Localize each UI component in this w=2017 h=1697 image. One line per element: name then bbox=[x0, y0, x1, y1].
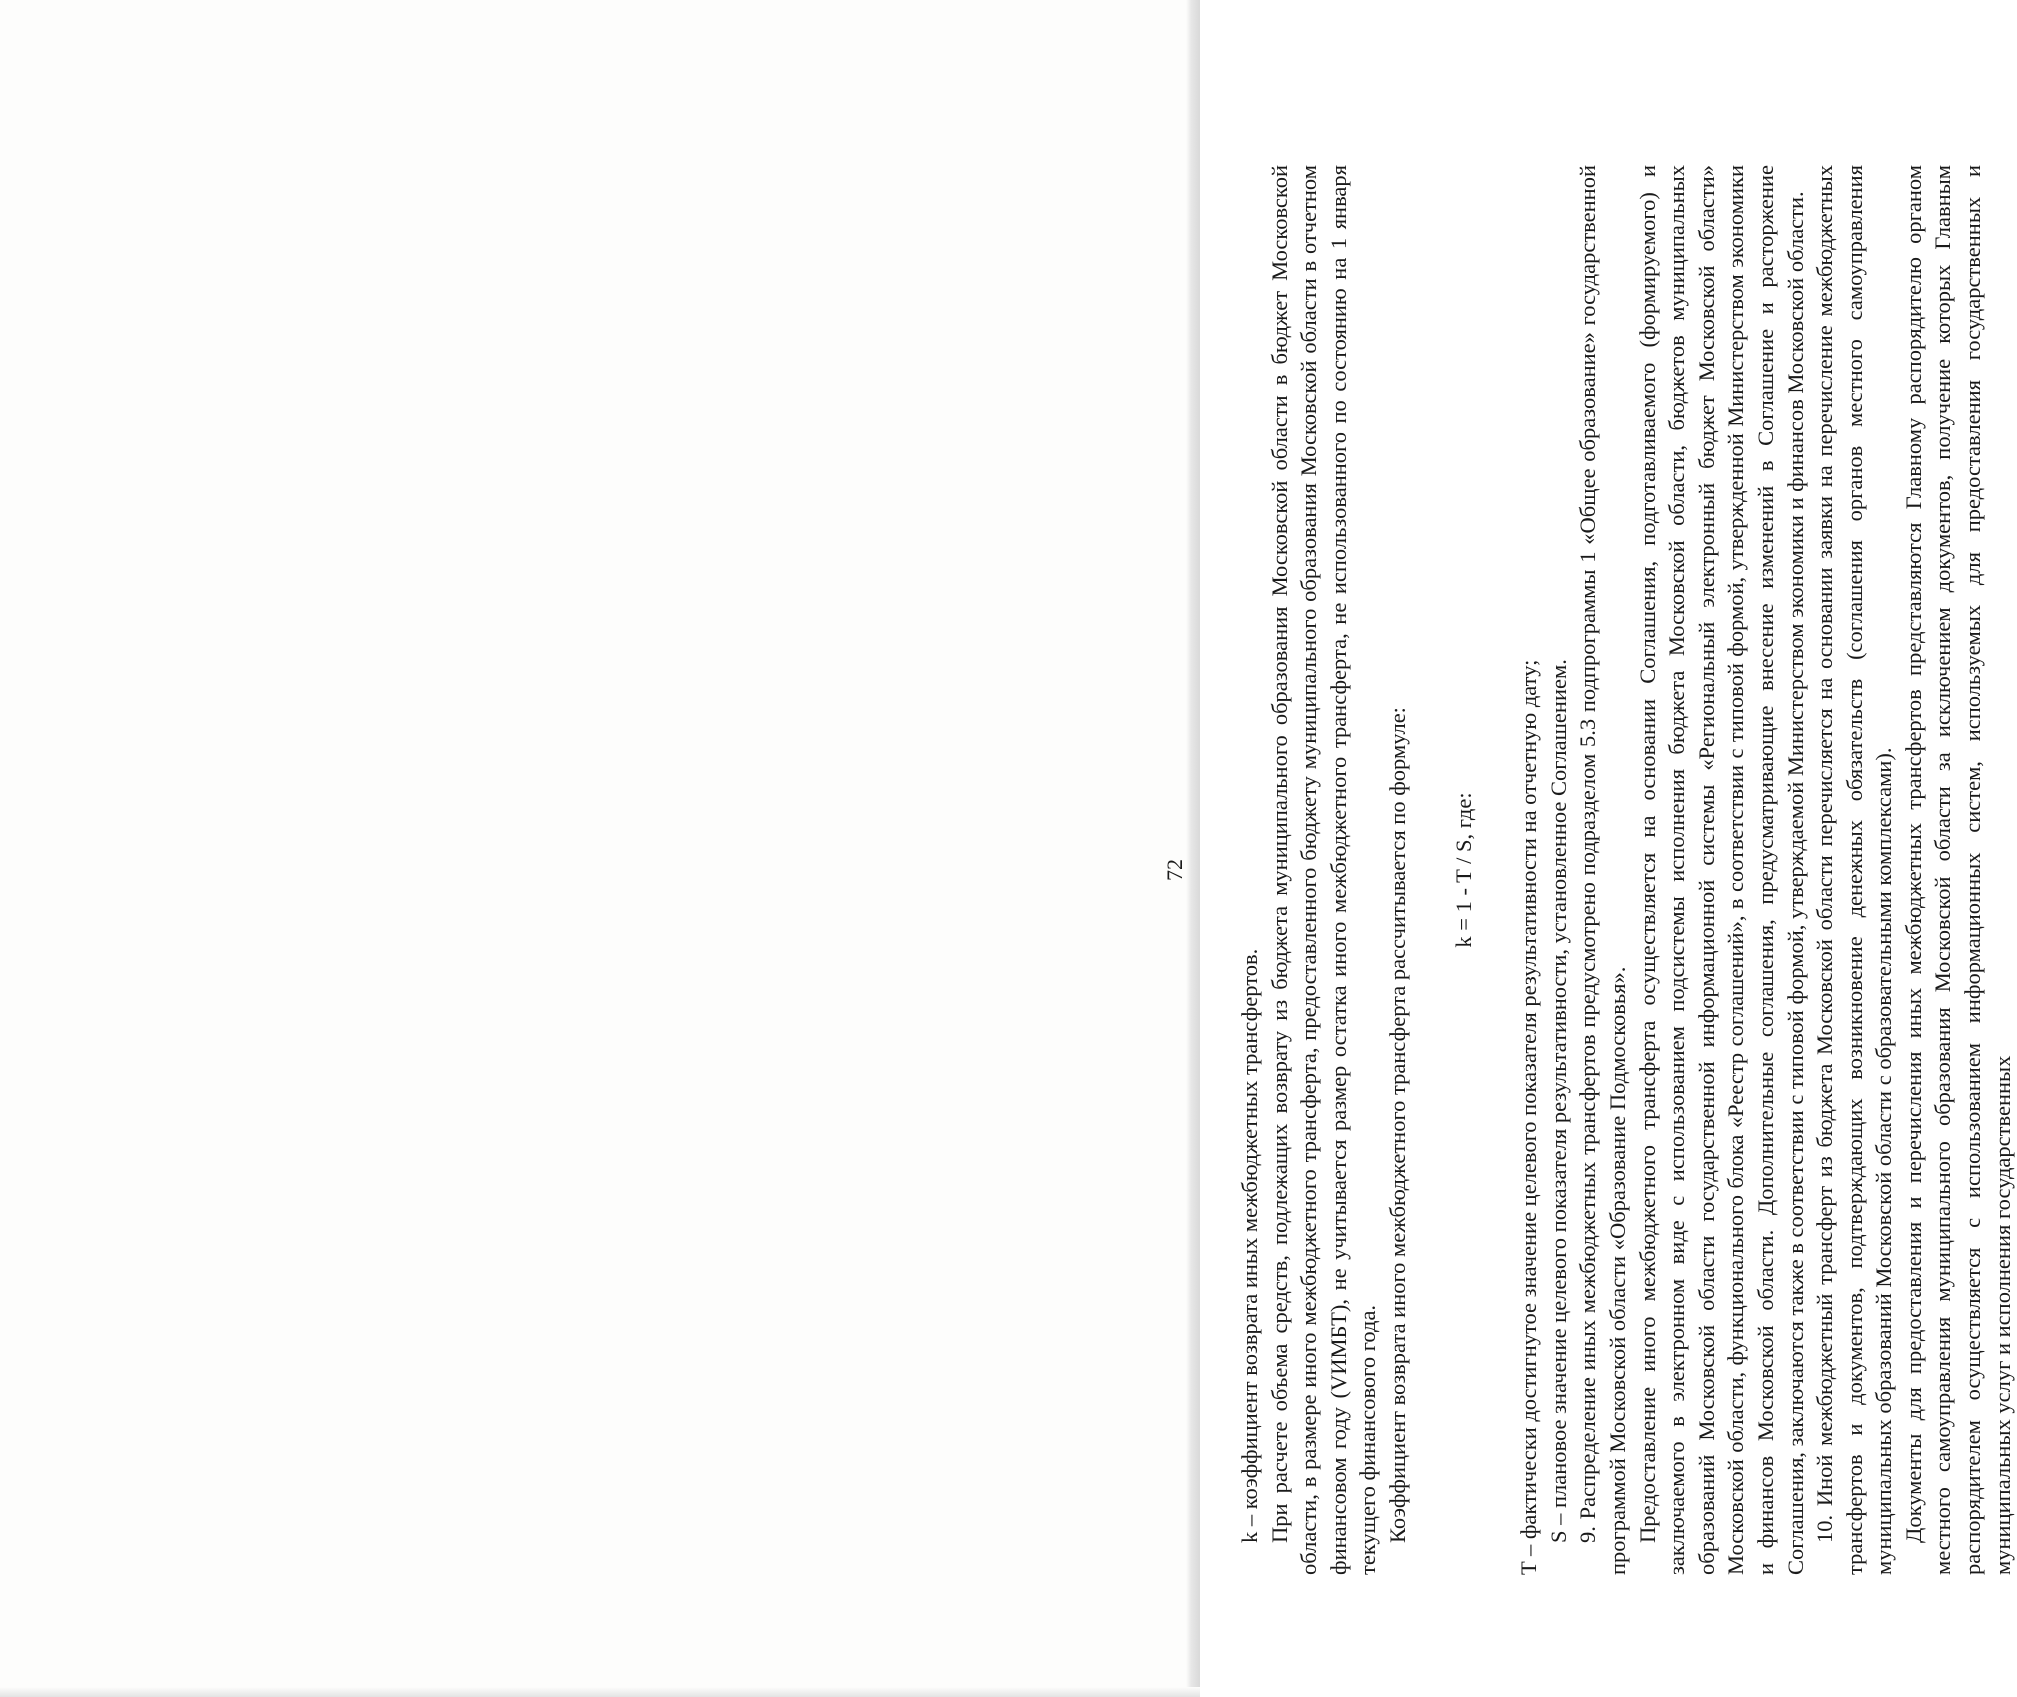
page-number: 72 bbox=[1162, 859, 1187, 881]
document-body bbox=[1235, 165, 2017, 1575]
paragraph-item-10: 10. Иной межбюджетный трансферт из бюджета Московской области перечисляется на основании заявки на перечисление межбюджетных трансфертов и документов, подтверждающих возникновение денежных обязательств (соглашения органов местного самоуправления муниципальных образований Московской области с образовательными комплексами). bbox=[1812, 165, 1897, 1575]
paragraph-item-9: 9. Распределение иных межбюджетных трансфертов предусмотрено подразделом 5.3 подпрограммы 1 «Общее образование» государственной программой Московской области «Образование Подмосковья». bbox=[1575, 165, 1630, 1575]
paragraph-return-calculation: При расчете объема средств, подлежащих возврату из бюджета муниципального образования Московской области в бюджет Московской области, в размере иного межбюджетного трансферта, предоставленного бюджету муниципального образования Московской области в отчетном финансовом году (VИМБТ), не учитывается размер остатка иного межбюджетного трансферта, не использованного по состоянию на 1 января текущего финансового года. bbox=[1266, 165, 1381, 1575]
formula: k = 1 - T / S, где: bbox=[1450, 792, 1476, 948]
paragraph-t-definition: T – фактически достигнутое значение целевого показателя результативности на отчетную дату; bbox=[1516, 659, 1542, 1575]
paragraph-coefficient-intro: Коэффициент возврата иного межбюджетного трансферта рассчитывается по формуле: bbox=[1384, 707, 1410, 1543]
paragraph-documents: Документы для предоставления и перечисления иных межбюджетных трансфертов представляются Главному распорядителю органом местного самоуправления муниципального образования Московской области за исключением документов, получение которых Главным распорядителем осуществляется с использованием информационных систем, используемых для предоставления государственных и муниципальных услуг и исполнения государственных bbox=[1900, 165, 2015, 1575]
paragraph-s-definition: S – плановое значение целевого показателя результативности, установленное Соглашением. bbox=[1545, 659, 1571, 1543]
paragraph-k-definition: k – коэффициент возврата иных межбюджетных трансфертов. bbox=[1237, 948, 1262, 1543]
scan-bottom-edge bbox=[0, 1687, 1200, 1697]
paragraph-agreement: Предоставление иного межбюджетного трансферта осуществляется на основании Соглашения, подготавливаемого (формируемого) и заключаемого в электронном виде с использованием подсистемы исполнения бюджета Московской области, бюджетов муниципальных образований Московской области государственной информационной системы «Региональный электронный бюджет Московской области» Московской области, функционального блока «Реестр соглашений», в соответствии с типовой формой, утвержденной Министерством экономики и финансов Московской области. Дополнительные соглашения, предусматривающие внесение изменений в Соглашение и расторжение Соглашения, заключаются также в соответствии с типовой формой, утверждаемой Министерством экономики и финансов Московской области. bbox=[1634, 165, 1808, 1575]
